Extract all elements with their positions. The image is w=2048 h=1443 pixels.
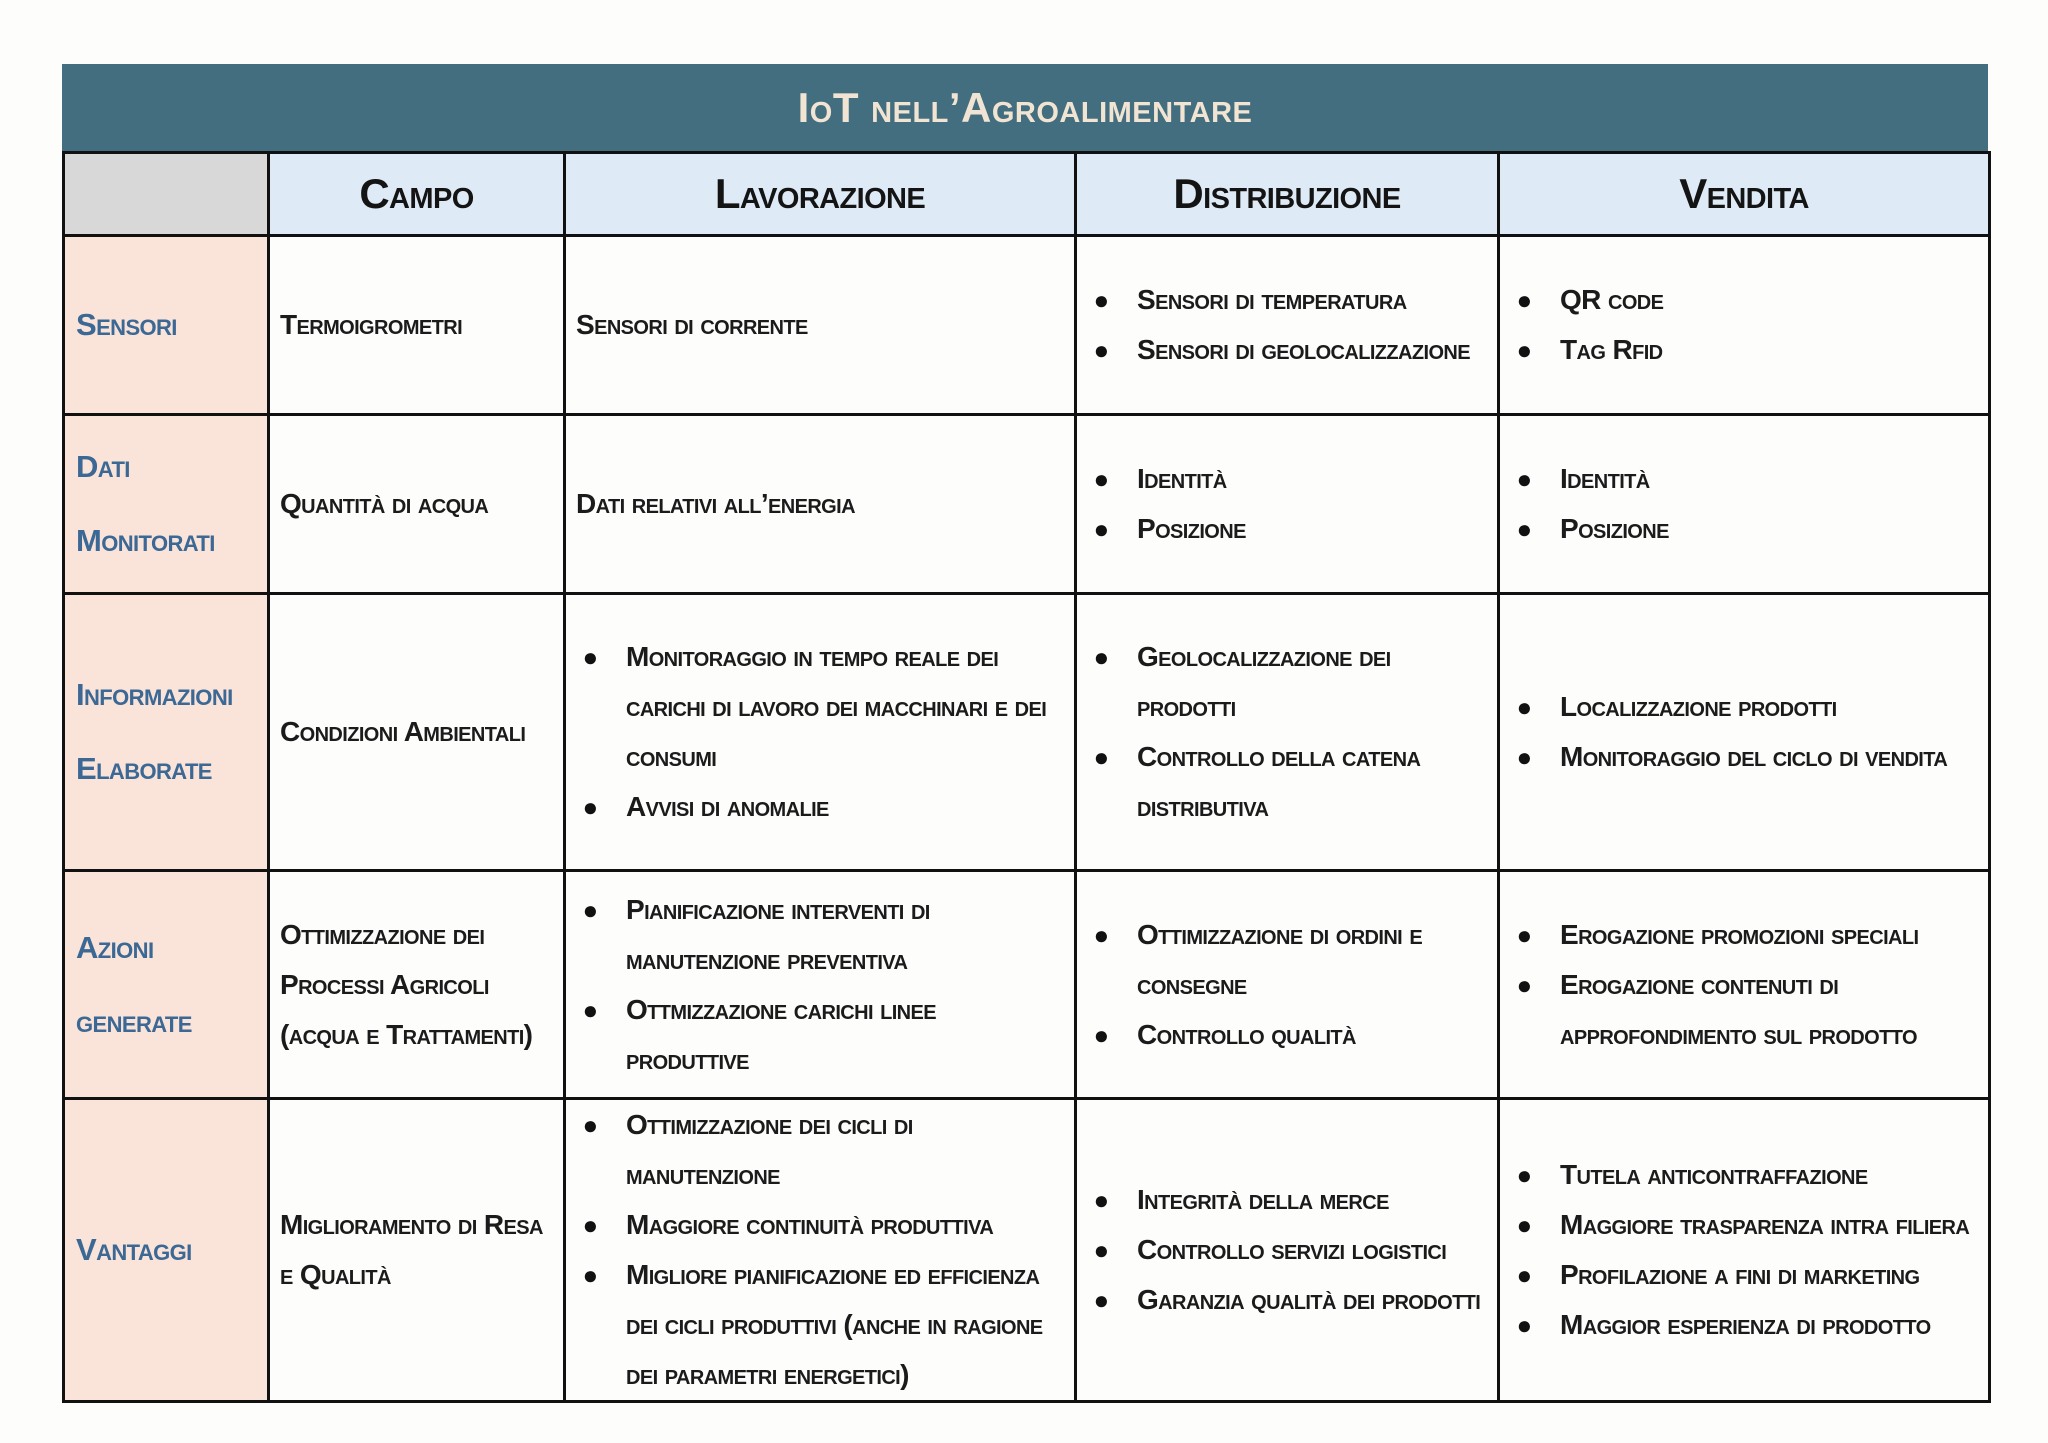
table-row [64,1099,1990,1402]
row-header-line: Monitorati [76,523,215,558]
cell-distribuzione [1076,871,1499,1099]
list-item [580,985,1064,1085]
bullet-icon: ● [1093,919,1109,950]
list-item-text: Ottmizzazione carichi linee produttive [626,993,937,1075]
cell-distribuzione [1076,236,1499,415]
list-item-text: Ottimizzazione di ordini e consegne [1137,918,1423,1000]
cell-vendita [1499,236,1990,415]
row-header [64,236,269,415]
header-row [64,153,1990,236]
list-item [1091,1010,1487,1060]
column-header-lavorazione: Lavorazione [565,153,1076,236]
corner-cell [64,153,269,236]
list-item [1514,910,1978,960]
bullet-icon: ● [1093,1185,1109,1215]
list-item-text: Profilazione a fini di marketing [1560,1259,1920,1290]
bullet-icon: ● [1516,969,1532,1000]
list-item [1091,1175,1487,1225]
list-item [1091,504,1487,554]
list-item-text: Sensori di temperatura [1137,284,1407,315]
bullet-icon: ● [1516,285,1532,315]
bullet-icon: ● [582,792,598,822]
list-item-text: Ottimizzazione dei cicli di manutenzione [626,1109,913,1190]
list-item [1091,325,1487,375]
list-item [580,1250,1064,1400]
cell-lavorazione [565,1099,1076,1402]
bullet-list [1514,275,1978,375]
list-item [1514,732,1978,782]
bullet-icon: ● [1516,335,1532,365]
bullet-icon: ● [1516,1310,1532,1340]
bullet-list [1091,1175,1487,1325]
bullet-list [1514,454,1978,554]
bullet-list [1091,910,1487,1060]
bullet-list [1514,1150,1978,1350]
table-title: IoT nell’Agroalimentare [62,64,1988,151]
bullet-icon: ● [1093,1235,1109,1265]
list-item [1514,1200,1978,1250]
iot-table-sheet [62,64,1988,1403]
list-item-text: Maggiore continuità produttiva [626,1209,994,1240]
column-header-campo: Campo [269,153,565,236]
cell-vendita [1499,871,1990,1099]
list-item-text: Geolocalizzazione dei prodotti [1137,641,1391,722]
column-header-vendita: Vendita [1499,153,1990,236]
cell-lavorazione [565,236,1076,415]
bullet-icon: ● [1093,514,1109,544]
cell-vendita [1499,594,1990,871]
bullet-icon: ● [1093,1019,1109,1050]
cell-text: Quantità di acqua [280,488,489,519]
list-item-text: Maggiore trasparenza intra filiera [1560,1209,1970,1240]
bullet-list [1091,632,1487,832]
row-header-line: Dati [76,449,130,484]
cell-text: Dati relativi all’energia [576,488,855,519]
bullet-icon: ● [1516,692,1532,722]
cell-lavorazione [565,594,1076,871]
cell-text: Ottimizzazione dei Processi Agricoli (acqua e Trattamenti) [280,918,533,1050]
bullet-list [1091,275,1487,375]
row-header-line: generate [76,1003,192,1039]
bullet-icon: ● [1516,1160,1532,1190]
list-item [1514,504,1978,554]
row-header-line: Vantaggi [76,1232,192,1267]
cell-campo [269,415,565,594]
iot-matrix-table [62,151,1991,1403]
list-item-text: Posizione [1560,513,1669,544]
list-item [580,632,1064,782]
table-row [64,236,1990,415]
row-header [64,415,269,594]
list-item [1514,275,1978,325]
row-header [64,1099,269,1402]
bullet-list [580,1100,1064,1400]
list-item [1091,275,1487,325]
bullet-icon: ● [1093,1285,1109,1315]
cell-text: Termoigrometri [280,309,463,340]
bullet-icon: ● [1093,742,1109,772]
row-header-line: Informazioni [76,677,233,712]
cell-distribuzione [1076,594,1499,871]
list-item [1091,910,1487,1010]
row-header-line: Elaborate [76,751,212,786]
list-item [1091,632,1487,732]
list-item-text: QR code [1560,284,1664,315]
list-item [1514,1300,1978,1350]
list-item-text: Sensori di geolocalizzazione [1137,334,1470,365]
list-item-text: Monitoraggio in tempo reale dei carichi di lavoro dei macchinari e dei consumi [626,641,1047,772]
bullet-icon: ● [582,642,598,672]
list-item [580,1100,1064,1200]
bullet-icon: ● [1516,1210,1532,1240]
bullet-list [580,632,1064,832]
bullet-icon: ● [582,994,598,1025]
bullet-icon: ● [1093,335,1109,365]
table-row [64,871,1990,1099]
list-item-text: Localizzazione prodotti [1560,691,1837,722]
list-item [1091,454,1487,504]
bullet-icon: ● [1093,642,1109,672]
list-item-text: Erogazione promozioni speciali [1560,918,1919,950]
bullet-list [580,885,1064,1085]
row-header-line: Sensori [76,307,177,342]
cell-campo [269,1099,565,1402]
row-header [64,871,269,1099]
list-item [1514,454,1978,504]
list-item [1514,682,1978,732]
list-item [1514,1150,1978,1200]
cell-campo [269,594,565,871]
list-item [1514,960,1978,1060]
bullet-icon: ● [1093,285,1109,315]
list-item-text: Maggior esperienza di prodotto [1560,1309,1931,1340]
list-item-text: Avvisi di anomalie [626,791,829,822]
cell-vendita [1499,415,1990,594]
list-item-text: Controllo servizi logistici [1137,1234,1447,1265]
list-item-text: Identità [1137,463,1227,494]
list-item-text: Garanzia qualità dei prodotti [1137,1284,1481,1315]
cell-text: Miglioramento di Resa e Qualità [280,1209,543,1290]
cell-text: Condizioni Ambientali [280,716,526,747]
list-item-text: Erogazione contenuti di approfondimento sul prodotto [1560,968,1917,1050]
list-item-text: Controllo qualità [1137,1018,1356,1050]
bullet-icon: ● [582,1260,598,1290]
list-item-text: Integrità della merce [1137,1184,1389,1215]
list-item-text: Pianificazione interventi di manutenzione preventiva [626,893,930,975]
list-item-text: Tag Rfid [1560,334,1663,365]
bullet-icon: ● [1516,1260,1532,1290]
list-item [1514,325,1978,375]
list-item-text: Monitoraggio del ciclo di vendita [1560,741,1948,772]
list-item-text: Migliore pianificazione ed efficienza dei cicli produttivi (anche in ragione dei parametri energetici) [626,1259,1043,1390]
cell-distribuzione [1076,1099,1499,1402]
cell-vendita [1499,1099,1990,1402]
list-item [1514,1250,1978,1300]
list-item [580,1200,1064,1250]
row-header-line: Azioni [76,929,154,965]
list-item-text: Posizione [1137,513,1246,544]
bullet-icon: ● [1516,464,1532,494]
cell-campo [269,871,565,1099]
list-item-text: Tutela anticontraffazione [1560,1159,1868,1190]
table-row [64,415,1990,594]
bullet-icon: ● [1516,514,1532,544]
column-header-distribuzione: Distribuzione [1076,153,1499,236]
cell-distribuzione [1076,415,1499,594]
bullet-icon: ● [1093,464,1109,494]
bullet-icon: ● [582,1110,598,1140]
cell-lavorazione [565,415,1076,594]
cell-lavorazione [565,871,1076,1099]
bullet-icon: ● [582,1210,598,1240]
list-item-text: Controllo della catena distributiva [1137,741,1421,822]
list-item [1091,1225,1487,1275]
cell-text: Sensori di corrente [576,309,808,340]
bullet-icon: ● [1516,919,1532,950]
list-item [580,885,1064,985]
bullet-icon: ● [582,894,598,925]
cell-campo [269,236,565,415]
list-item-text: Identità [1560,463,1650,494]
table-row [64,594,1990,871]
bullet-list [1514,682,1978,782]
bullet-icon: ● [1516,742,1532,772]
table-body [64,236,1990,1402]
list-item [1091,732,1487,832]
list-item [580,782,1064,832]
bullet-list [1091,454,1487,554]
bullet-list [1514,910,1978,1060]
list-item [1091,1275,1487,1325]
row-header [64,594,269,871]
